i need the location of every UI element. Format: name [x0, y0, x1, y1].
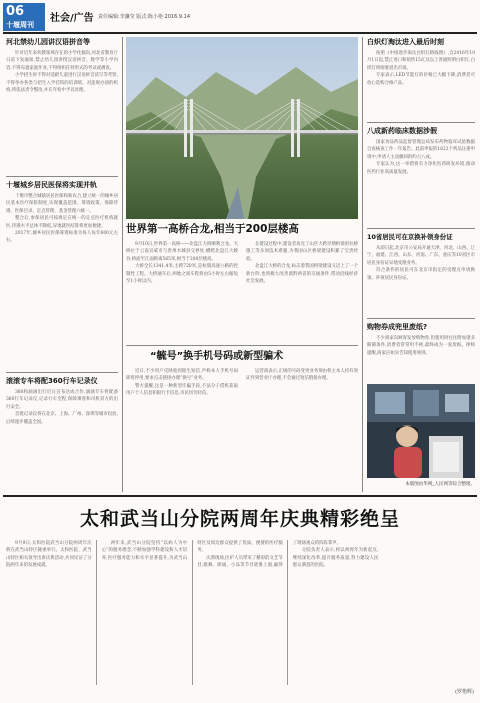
- article-left2: [6, 180, 118, 358]
- article-title: 滚滚专车将配360行车记录仪: [6, 377, 98, 385]
- divider: [367, 228, 475, 229]
- feature-title: 世界第一高桥合龙,相当于200层楼高: [126, 223, 299, 235]
- section-title: 社会/广告: [50, 13, 94, 24]
- divider: [6, 372, 118, 373]
- column-separator: [362, 37, 363, 492]
- main-headline: 太和武当山分院两周年庆典精彩绝呈: [79, 508, 400, 530]
- article-title: 白炽灯淘汰进入最后时刻: [367, 38, 444, 46]
- article-body: 按照《中国逐步淘汰白炽灯路线图》,自2016年10月1日起,禁止进口和销售15瓦及以上普通照明白炽灯,白炽灯将彻底退出市场。 专家表示,LED节能灯的价格已大幅下降,消费者可放心选购合格产品。: [367, 51, 475, 86]
- page-number-badge: [3, 3, 45, 31]
- byline: 责任编辑:李濂莹 版式:陈小艳 2016.9.14: [98, 14, 190, 20]
- main-article-body: 9月9日,太和医院武当山分院两周年庆典在武当山特区隆重举行。太和医院、武当山特区相关领导出席庆典活动,共同见证了分院两年来的发展成就。 两年来,武当山分院坚持“以病人为中心”的服务理念,不断加强学科建设和人才培养,医疗服务能力和水平显著提升,为武当山特区及周边群众提供了优质、便捷的医疗服务。 庆典现场,医护人员带来了精彩的文艺节目,歌舞、朗诵、小品等节目轮番上演,赢得了现场观众的阵阵掌声。 分院负责人表示,将以两周年为新起点,继续深化改革,提升服务质量,努力建设人民群众满意的医院。: [6, 541, 379, 569]
- article-body: 360和滴滴出行近日宣布达成合作,滴滴专车将配备360行车记录仪,记录行车全程,保障乘客和司机双方的出行安全。 首批记录仪将在北京、上海、广州、深圳等城市投放,后续逐步覆盖全国。: [6, 390, 118, 425]
- article-right3: [367, 232, 475, 316]
- article-right1: [367, 37, 475, 119]
- article-body: 十堰市整合城镇居民医保和新农合,建立统一的城乡居民基本医疗保险制度,实现覆盖范围、筹资政策、保障待遇、医保目录、定点管理、基金管理六统一。 整合后,参保居民可按规定在统一的定点医疗机构就医,待遇水平总体不降低,异地就医结算将更加便捷。 2017年,城乡居民医保筹资标准为每人每年600元左右。: [6, 194, 118, 244]
- divider: [126, 345, 358, 346]
- feature-body: 9月10日,世界第一高桥——北盘江大桥顺利合龙。大桥位于云南宣威市与贵州水城县交界处,横跨北盘江大峡谷,桥面至江面距离565米,相当于200层楼高。 大桥全长1341.4米,主跨720米,是杭瑞高速公路的控制性工程。大桥通车后,两地之间车程将由5小时左右缩短至1小时以内。 在建设过程中,建设者攻克了山区大跨径钢桁梁斜拉桥施工等多项技术难题,为我国山区桥梁建设积累了宝贵经验。 北盘江大桥的合龙,标志着我国桥梁建设又迈上了一个新台阶,也将极大改善滇黔两省的交通条件,带动沿线经济社会发展。: [126, 242, 358, 285]
- column-separator: [122, 37, 123, 492]
- divider: [367, 318, 475, 319]
- article-title: 购物券成兜里废纸?: [367, 323, 428, 331]
- shopping-photo: [367, 384, 475, 478]
- article-right4: [367, 322, 475, 380]
- divider: [367, 122, 475, 123]
- main-article-author: (罗艳辉): [455, 689, 474, 695]
- article-title: 10省居民可在京换补领身份证: [367, 233, 453, 241]
- page-number: 06: [6, 4, 25, 19]
- article-left1: [6, 37, 118, 167]
- article-body: 不少商家向顾客发放购物券,但使用时往往附加诸多限制条件,消费者常常用不掉,最终成为一张废纸。律师提醒,商家应如实告知使用规则。: [367, 336, 475, 356]
- bridge-illustration: [126, 37, 358, 219]
- paper-name: 十堰周刊: [6, 21, 34, 29]
- phone-article-title: “毓号”换手机号码或新型骗术: [150, 351, 284, 362]
- main-rule-top: [3, 495, 477, 497]
- article-right2: [367, 126, 475, 224]
- article-title: 河北禁幼儿园讲汉语拼音等: [6, 38, 90, 46]
- phone-article-body: 近日,不少用户反映收到陌生短信,声称本人手机号码即将停用,要求点击链接办理“换号”业务。 警方提醒,这是一种新型诈骗手段,不法分子借机获取用户个人信息和银行卡信息,市民切勿轻信。 运营商表示,正规的号码变更业务须由机主本人持有效证件到营业厅办理,不会通过短信链接办理。: [126, 369, 358, 397]
- article-body: 国家食品药品监督管理总局发布药物临床试验数据自查核查工作一年报告。此前申报的1622个药品注册申请中,申请人主动撤回的约占八成。 专家认为,这一举措将有力净化医药研发环境,推动医药行业高质量发展。: [367, 140, 475, 175]
- masthead-rule: [3, 32, 477, 34]
- article-title: 十堰城乡居民医保将实现并轨: [6, 181, 97, 189]
- child-illustration: [367, 384, 475, 478]
- photo-caption: 本版图由华网_人民网等综合整理。: [405, 482, 475, 487]
- article-title: 八成新药临床数据涉假: [367, 127, 437, 135]
- masthead: [0, 0, 480, 34]
- article-left3: [6, 376, 118, 490]
- divider: [6, 176, 118, 177]
- article-body: 从即日起,北京市公安局开通天津、河北、山西、辽宁、福建、江西、山东、河南、广东、重庆等10省区市居民身份证异地受理业务。 符合条件的居民可在北京市指定的受理点申请换领、补领居民身份证。: [367, 246, 475, 281]
- bridge-photo: [126, 37, 358, 219]
- article-body: 针对近年来幼教领域存在的小学化倾向,河北省教育厅日前下发通知,禁止幼儿园讲授汉语拼音、数学等小学内容,不得布置家庭作业,不得组织任何形式的考试或测查。 小学招生时不得对适龄儿童进行汉语拼音读写等考察,不得举办各类与招生入学挂钩的培训班。对违规办园的机构,将依法责令整改,并在年检中予以处理。: [6, 51, 118, 94]
